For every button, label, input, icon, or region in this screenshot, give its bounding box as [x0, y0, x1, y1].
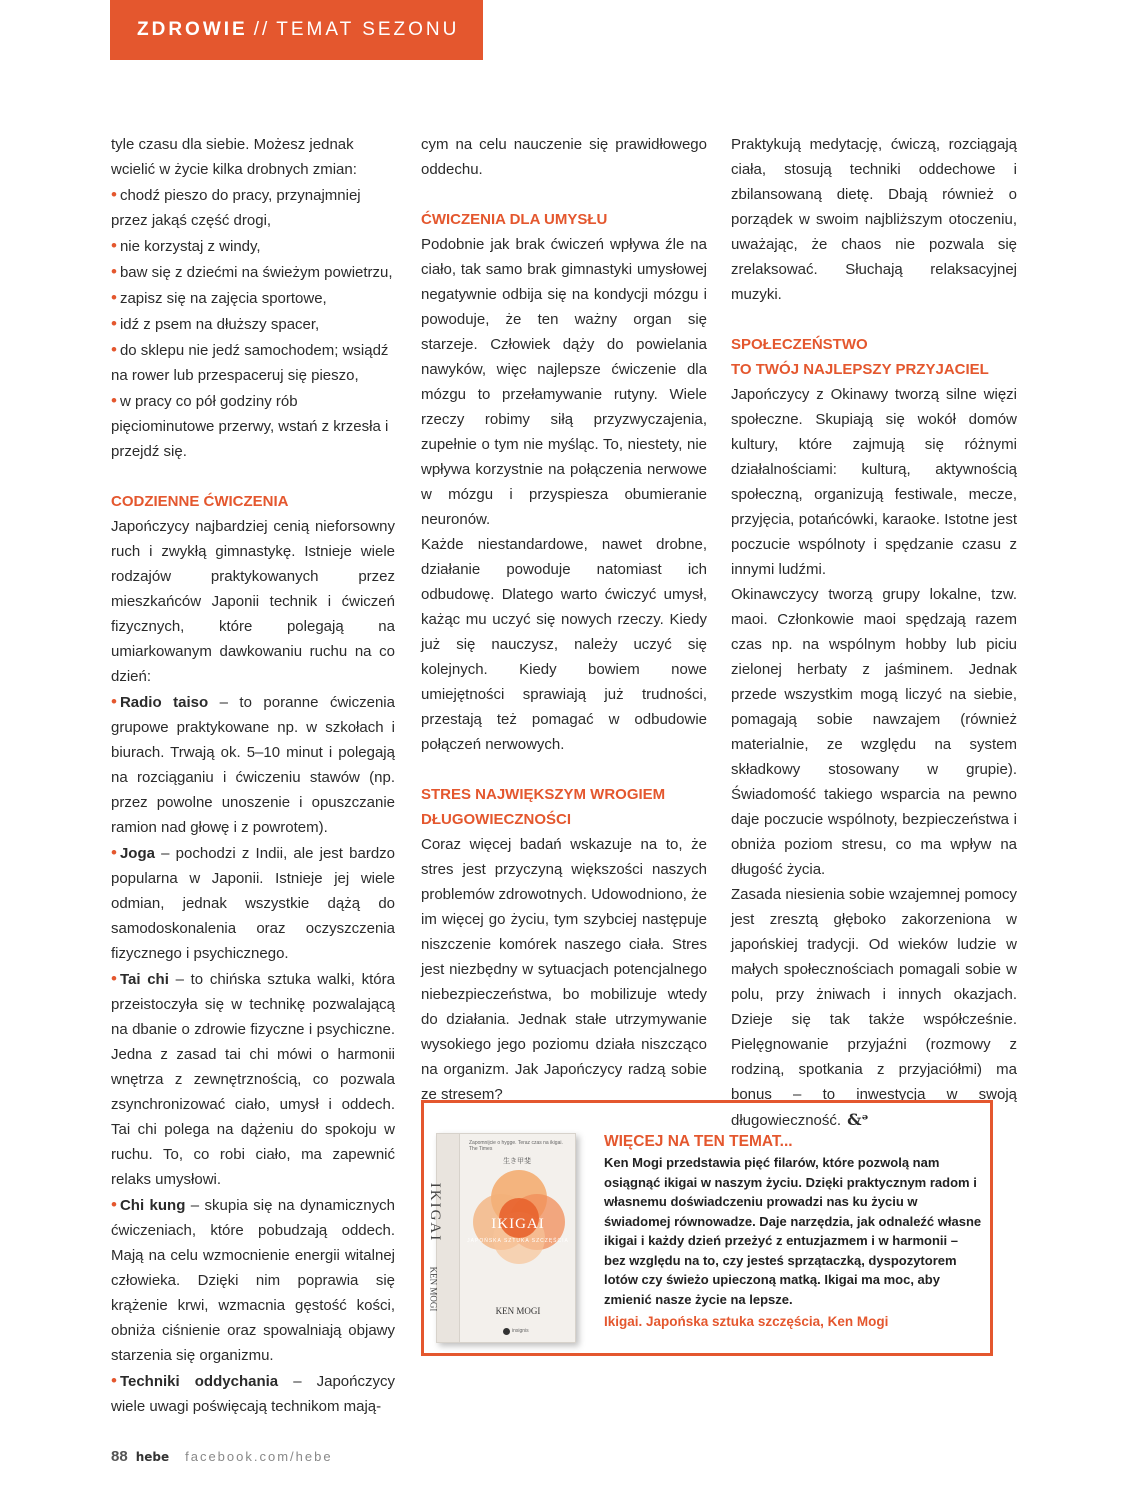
book-cover-image	[427, 1133, 576, 1343]
header-separator: //	[253, 19, 271, 40]
book-tagline: Zapomnijcie o hygge. Teraz czas na ikigai. The Times	[469, 1140, 563, 1152]
practice-term: Techniki oddychania	[119, 1373, 279, 1390]
section-heading: CODZIENNE ĆWICZENIA	[111, 493, 289, 510]
section-topic: TEMAT SEZONU	[276, 19, 460, 40]
footer-url: facebook.com/hebe	[185, 1449, 333, 1464]
book-spine-author: KEN MOGI	[428, 1266, 439, 1312]
practice-item	[111, 840, 395, 966]
section-heading: ĆWICZENIA DLA UMYSŁU	[421, 211, 608, 228]
article-column-2	[421, 132, 707, 1107]
tip-item: • idź z psem na dłuższy spacer,	[111, 311, 395, 337]
paragraph: Japończycy z Okinawy tworzą silne więzi społeczne. Skupiają się wokół domów kultury, które zajmują się różnymi działalnościami: kulturą, aktywnością społeczną, organizują festiwale, mecze, przyjęcia, potańcówki, karaoke. Istotne jest poczucie wspólnoty i spędzanie czasu z innymi ludźmi.	[731, 386, 1017, 578]
tip-item: • chodź pieszo do pracy, przynajmniej przez jakąś część drogi,	[111, 182, 395, 233]
publisher-logo	[503, 1327, 533, 1335]
book-cover-author: KEN MOGI	[495, 1306, 541, 1316]
publisher-logo-icon	[503, 1328, 510, 1335]
book-recommendation-box	[421, 1100, 993, 1356]
book-cover-subtitle: JAPOŃSKA SZTUKA SZCZĘŚCIA	[467, 1238, 569, 1244]
article-column-1	[111, 132, 395, 1419]
tip-item: • nie korzystaj z windy,	[111, 233, 395, 259]
section-heading: STRES NAJWIĘKSZYM WROGIEM	[421, 786, 666, 803]
book-spine-title: IKIGAI	[427, 1182, 444, 1243]
box-heading: WIĘCEJ NA TEN TEMAT...	[604, 1133, 793, 1150]
end-mark-icon: &ᵊ	[847, 1110, 869, 1129]
section-header	[110, 0, 483, 60]
practice-text: – to poranne ćwiczenia grupowe praktykowane np. w szkołach i biurach. Trwają ok. 5–10 minut i polegają na rozciąganiu i ćwiczeniu stawów (np. przez powolne unoszenie i opuszczanie ramion nad głowę i z powrotem).	[111, 694, 395, 836]
practice-term: Tai chi	[119, 971, 169, 988]
practice-item	[111, 1368, 395, 1419]
tip-item: • do sklepu nie jedź samochodem; wsiądź na rower lub przespaceruj się pieszo,	[111, 337, 395, 388]
brand-logo: hebe	[135, 1450, 170, 1464]
paragraph: Każde niestandardowe, nawet drobne, działanie powoduje natomiast ich odbudowę. Dlatego warto ćwiczyć umysł, każąc mu uczyć się nowych rzeczy. Kiedy już się nauczysz, należy uczyć się kolejnych. Kiedy bowiem nowe umiejętności sprawiają już trudności, przestają też pomagać w odbudowie połączeń nerwowych.	[421, 536, 707, 753]
article-column-3	[731, 132, 1017, 1133]
practice-term: Radio taiso	[119, 694, 209, 711]
tip-item: • zapisz się na zajęcia sportowe,	[111, 285, 395, 311]
page-number: 88	[111, 1448, 128, 1465]
practice-text: – pochodzi z Indii, ale jest bardzo popularna w Japonii. Istnieje jej wiele odmian, jednak wszystkie dążą do samodoskonalenia oraz oczyszczenia fizycznego i psychicznego.	[111, 845, 395, 962]
book-spine	[427, 1134, 460, 1342]
paragraph: Coraz więcej badań wskazuje na to, że stres jest przyczyną większości naszych problemów zdrowotnych. Udowodniono, że im więcej go życiu, tym szybciej następuje niszczenie komórek naszego ciała. Stres jest niezbędny w sytuacjach potencjalnego niebezpieczeństwa, bo mobilizuje wtedy do działania. Jednak stałe utrzymywanie wysokiego jego poziomu działa niszcząco na organizm. Jak Japończycy radzą sobie ze stresem?	[421, 836, 707, 1103]
section-name: ZDROWIE	[137, 19, 248, 40]
book-description: Ken Mogi przedstawia pięć filarów, które pozwolą nam osiągnąć ikigai w naszym życiu. Dzięki praktycznym radom i własnemu doświadczeniu prowadzi nas ku życiu w świadomej równowadze. Daje narzędzia, jak odnaleźć własne ikigai i każdy dzień przeżyć z entuzjazmem i w harmonii – bez względu na to, czy jesteś sprzątaczką, dyspozytorem lotów czy świeżo upieczoną matką. Ikigai ma moc, aby zmienić nasze życie na lepsze.	[604, 1155, 982, 1307]
section-heading: TO TWÓJ NAJLEPSZY PRZYJACIEL	[731, 361, 989, 378]
book-citation: Ikigai. Japońska sztuka szczęścia, Ken Mogi	[604, 1314, 889, 1329]
book-japanese-title: 生き甲斐	[503, 1158, 531, 1165]
paragraph: cym na celu nauczenie się prawidłowego oddechu.	[421, 136, 707, 178]
practice-item	[111, 966, 395, 1192]
closing-text: Zasada niesienia sobie wzajemnej pomocy jest zresztą głęboko zakorzeniona w japońskiej tradycji. Od wieków ludzie w małych społecznościach pomagali sobie w polu, przy żniwach i innych okazjach. Dzieje się tak także współcześnie. Pielęgnowanie przyjaźni (rozmowy z rodziną, spotkania z przyjaciółmi) ma bonus – to inwestycja w swoją długowieczność.	[731, 886, 1017, 1129]
practice-text: – skupia się na dynamicznych ćwiczeniach, które pobudzają oddech. Mają na celu wzmocnienie energii witalnej człowieka. Dzięki nim poprawia się krążenie krwi, wzmacnia gęstość kości, obniża ciśnienie oraz spowalniają objawy starzenia się organizmu.	[111, 1197, 395, 1364]
practice-text: – to chińska sztuka walki, która przeistoczyła się w technikę pozwalającą na dbanie o zdrowie fizyczne i psychiczne. Jedna z zasad tai chi mówi o harmonii wnętrza z zewnętrznością, co pozwala zsynchronizować ciało, umysł i oddech. Tai chi polega na dążeniu do spokoju w ruchu. To, co robi ciało, ma zapewnić relaks umysłowi.	[111, 971, 395, 1188]
practice-text: – Japończycy wiele uwagi poświęcają technikom mają-	[111, 1373, 395, 1415]
tip-item: • baw się z dziećmi na świeżym powietrzu,	[111, 259, 395, 285]
publisher-name: insignis	[512, 1328, 529, 1334]
tip-item: • w pracy co pół godziny rób pięciominutowe przerwy, wstań z krzesła i przejdź się.	[111, 388, 395, 464]
section-heading: DŁUGOWIECZNOŚCI	[421, 811, 571, 828]
book-cover-title: IKIGAI	[491, 1216, 545, 1232]
practice-term: Joga	[119, 845, 155, 862]
paragraph: tyle czasu dla siebie. Możesz jednak wcielić w życie kilka drobnych zmian:	[111, 136, 357, 178]
practice-term: Chi kung	[119, 1197, 186, 1214]
paragraph: Okinawczycy tworzą grupy lokalne, tzw. maoi. Członkowie maoi spędzają razem czas np. na wspólnym hobby lub piciu zielonej herbaty z jaśminem. Jednak przede wszystkim mogą liczyć na siebie, pomagają sobie nawzajem (również materialnie, ze względu na system składkowy stosowany w grupie). Świadomość takiego wsparcia na pewno daje poczucie wspólnoty, bezpieczeństwa i obniża poziom stresu, co ma wpływ na długość życia.	[731, 586, 1017, 878]
box-text	[604, 1131, 982, 1333]
practice-item	[111, 689, 395, 840]
paragraph: Podobnie jak brak ćwiczeń wpływa źle na ciało, tak samo brak gimnastyki umysłowej negatywnie odbija się na kondycji mózgu i powoduje, że ten ważny organ się starzeje. Człowiek dąży do powielania nawyków, więc najlepsze ćwiczenie dla mózgu to przełamywanie rutyny. Wiele rzeczy robimy siłą przyzwyczajenia, zupełnie o tym nie myśląc. To, niestety, nie wpływa korzystnie na połączenia nerwowe w mózgu i przyspiesza obumieranie neuronów.	[421, 236, 707, 528]
practice-item	[111, 1192, 395, 1368]
page-footer	[111, 1448, 333, 1465]
paragraph: Japończycy najbardziej cenią nieforsowny ruch i zwykłą gimnastykę. Istnieje wiele rodzajów praktykowanych przez mieszkańców Japonii technik i ćwiczeń fizycznych, które polegają na umiarkowanym dawkowaniu ruchu na co dzień:	[111, 518, 395, 685]
section-heading: SPOŁECZEŃSTWO	[731, 336, 868, 353]
paragraph: Praktykują medytację, ćwiczą, rozciągają ciała, stosują techniki oddechowe i zbilansowaną dietę. Dbają również o porządek w swoim najbliższym otoczeniu, uważając, że chaos nie pozwala się zrelaksować. Słuchają relaksacyjnej muzyki.	[731, 136, 1017, 303]
paragraph	[731, 882, 1017, 1133]
